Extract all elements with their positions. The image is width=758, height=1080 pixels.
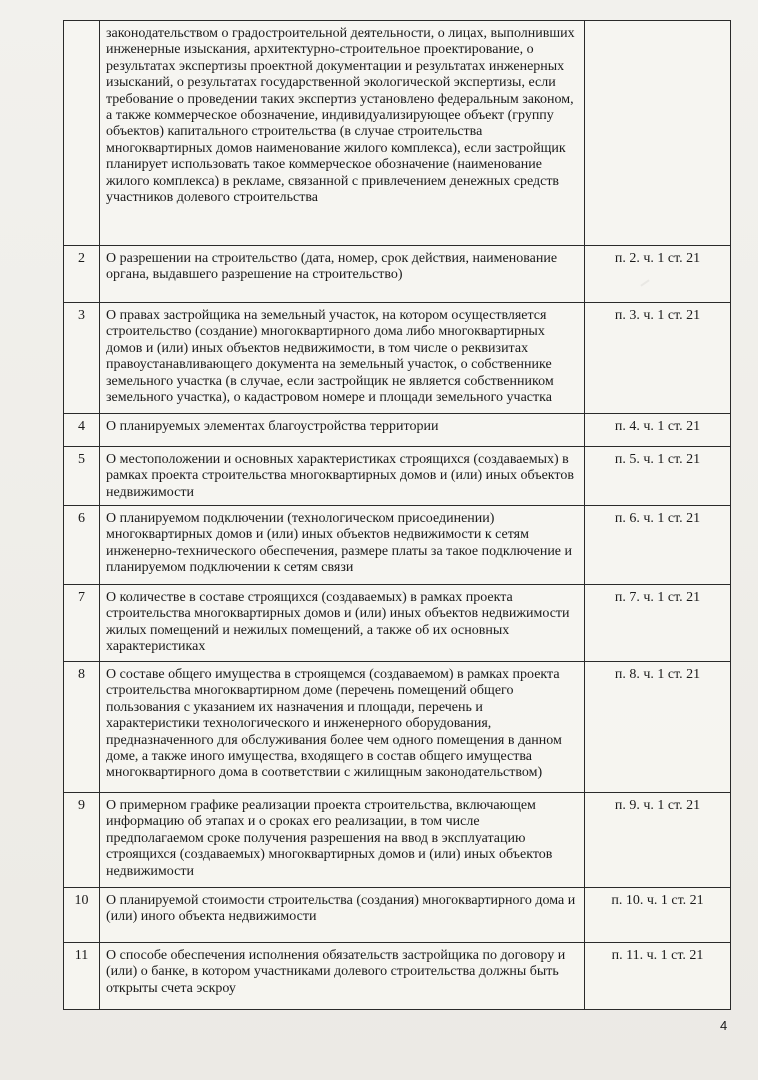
table-row <box>64 447 731 506</box>
row-number <box>64 21 100 246</box>
row-reference: п. 8. ч. 1 ст. 21 <box>585 662 731 793</box>
table-row <box>64 662 731 793</box>
row-number: 11 <box>64 943 100 1010</box>
row-description: О местоположении и основных характеристиках строящихся (создаваемых) в рамках проекта строительства многоквартирных домов и (или) иных объектов недвижимости <box>100 447 585 506</box>
row-description: О разрешении на строительство (дата, номер, срок действия, наименование органа, выдавшего разрешение на строительство) <box>100 246 585 303</box>
row-number: 2 <box>64 246 100 303</box>
row-reference: п. 2. ч. 1 ст. 21 <box>585 246 731 303</box>
row-number: 3 <box>64 303 100 414</box>
row-reference: п. 5. ч. 1 ст. 21 <box>585 447 731 506</box>
row-reference: п. 6. ч. 1 ст. 21 <box>585 506 731 585</box>
row-description: О планируемых элементах благоустройства территории <box>100 414 585 447</box>
row-description: О составе общего имущества в строящемся (создаваемом) в рамках проекта строительства многоквартирном доме (перечень помещений общего пользования с указанием их назначения и площади, перечень и характеристики технологического и инженерного оборудования, предназначенного для обслуживания более чем одного помещения в данном доме, а также иного имущества, входящего в состав общего имущества многоквартирного дома в соответствии с жилищным законодательством) <box>100 662 585 793</box>
row-description: О планируемом подключении (технологическом присоединении) многоквартирных домов и (или) иных объектов недвижимости к сетям инженерно-технического обеспечения, размере платы за такое подключение и планируемом подключении к сетям связи <box>100 506 585 585</box>
row-description: О способе обеспечения исполнения обязательств застройщика по договору и (или) о банке, в котором участниками долевого строительства должны быть открыты счета эскроу <box>100 943 585 1010</box>
table-row <box>64 585 731 662</box>
row-number: 6 <box>64 506 100 585</box>
row-number: 9 <box>64 793 100 888</box>
row-reference: п. 3. ч. 1 ст. 21 <box>585 303 731 414</box>
row-reference: п. 4. ч. 1 ст. 21 <box>585 414 731 447</box>
table-row <box>64 303 731 414</box>
row-reference: п. 11. ч. 1 ст. 21 <box>585 943 731 1010</box>
row-number: 5 <box>64 447 100 506</box>
table-row <box>64 414 731 447</box>
row-reference: п. 7. ч. 1 ст. 21 <box>585 585 731 662</box>
row-reference <box>585 21 731 246</box>
row-description: О примерном графике реализации проекта строительства, включающем информацию об этапах и о сроках его реализации, в том числе предполагаемом сроке получения разрешения на ввод в эксплуатацию строящихся (создаваемых) многоквартирных домов и (или) иных объектов недвижимости <box>100 793 585 888</box>
table-row <box>64 506 731 585</box>
row-description: О планируемой стоимости строительства (создания) многоквартирного дома и (или) иного объекта недвижимости <box>100 888 585 943</box>
table-row <box>64 246 731 303</box>
row-description: О правах застройщика на земельный участок, на котором осуществляется строительство (создание) многоквартирного дома либо многоквартирных домов и (или) иных объектов недвижимости, в том числе о реквизитах правоустанавливающего документа на земельный участок, о собственнике земельного участка (в случае, если застройщик не является собственником земельного участка), о кадастровом номере и площади земельного участка <box>100 303 585 414</box>
row-number: 10 <box>64 888 100 943</box>
table-row <box>64 21 731 246</box>
row-number: 7 <box>64 585 100 662</box>
row-number: 8 <box>64 662 100 793</box>
table-row <box>64 888 731 943</box>
row-description: О количестве в составе строящихся (создаваемых) в рамках проекта строительства многоквартирных домов и (или) иных объектов недвижимости жилых помещений и нежилых помещений, а также об их основных характеристиках <box>100 585 585 662</box>
table-row <box>64 943 731 1010</box>
table-row <box>64 793 731 888</box>
row-reference: п. 9. ч. 1 ст. 21 <box>585 793 731 888</box>
row-reference: п. 10. ч. 1 ст. 21 <box>585 888 731 943</box>
row-number: 4 <box>64 414 100 447</box>
requirements-table <box>63 20 731 1010</box>
row-description: законодательством о градостроительной деятельности, о лицах, выполнивших инженерные изыскания, архитектурно-строительное проектирование, о результатах экспертизы проектной документации и результатах инженерных изысканий, о результатах государственной экологической экспертизы, если требование о проведении таких экспертиз установлено федеральным законом, а также коммерческое обозначение, индивидуализирующее объект (группу объектов) капитального строительства (в случае строительства многоквартирных домов наименование жилого комплекса), если застройщик планирует использовать такое коммерческое обозначение (наименование жилого комплекса) в рекламе, связанной с привлечением денежных средств участников долевого строительства <box>100 21 585 246</box>
page-number: 4 <box>720 1018 728 1033</box>
